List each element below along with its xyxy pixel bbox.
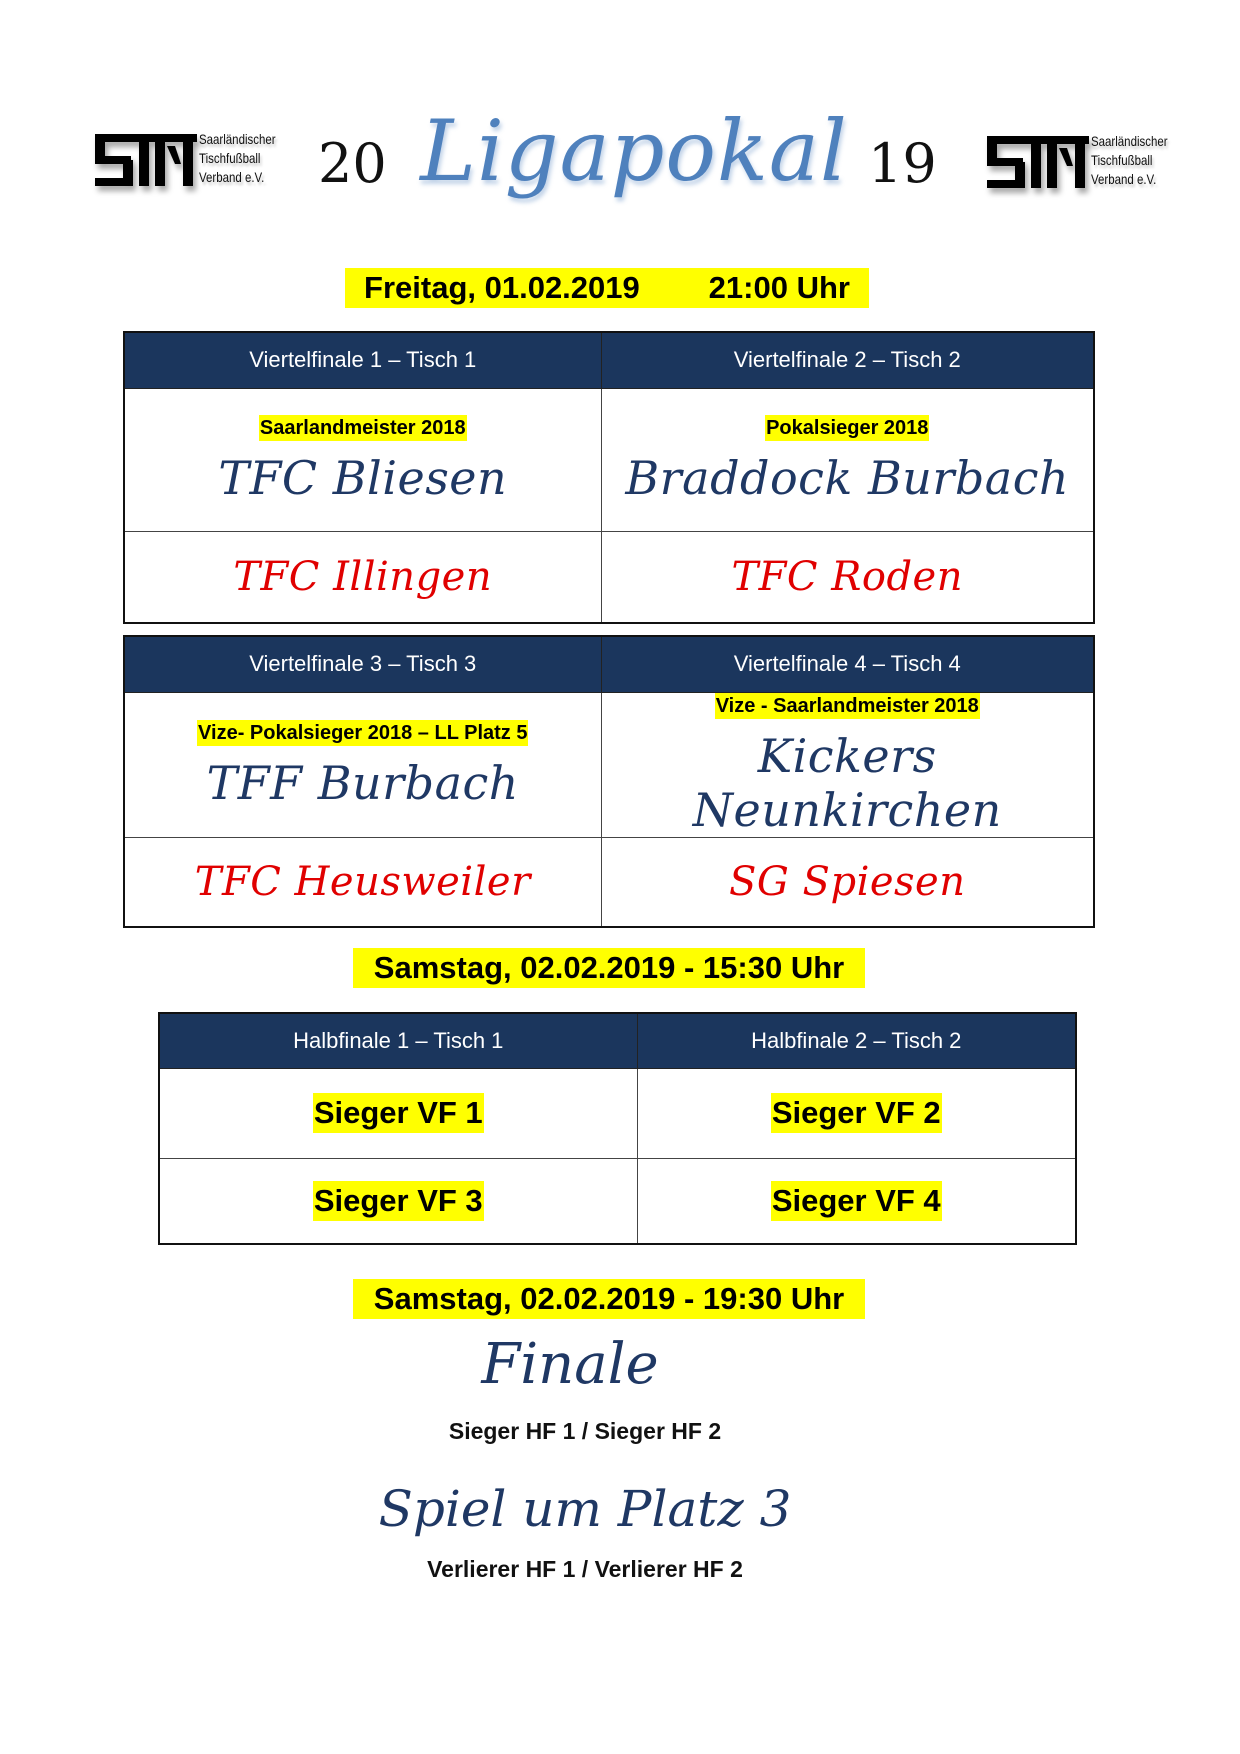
- semifinal-date-banner: Samstag, 02.02.2019 - 15:30 Uhr: [353, 948, 865, 988]
- final-title: Finale: [481, 1332, 659, 1397]
- quarterfinal-date-banner: Freitag, 01.02.2019 21:00 Uhr: [345, 268, 869, 308]
- logo-line-3: Verband e.V.: [199, 169, 265, 185]
- away-team-cell: [124, 531, 601, 623]
- home-team: Kickers Neunkirchen: [692, 728, 1002, 837]
- home-team-cell: [124, 388, 601, 531]
- stv-logo-mark-icon: [95, 134, 197, 190]
- home-team-cell: [601, 388, 1094, 531]
- semifinal-slot: [159, 1068, 637, 1158]
- quarterfinal-table-2: [123, 635, 1095, 928]
- home-team: TFC Bliesen: [218, 450, 508, 505]
- home-team-cell: [601, 692, 1094, 837]
- semifinal-slot: [159, 1158, 637, 1244]
- home-team: Braddock Burbach: [625, 450, 1070, 505]
- qualifier-label: Sieger VF 2: [771, 1093, 942, 1133]
- quarterfinal-table-1: [123, 331, 1095, 624]
- team-subtitle: Vize- Pokalsieger 2018 – LL Platz 5: [198, 721, 528, 744]
- semifinal-slot: [637, 1158, 1076, 1244]
- match-header: Viertelfinale 1 – Tisch 1: [124, 332, 601, 388]
- team-subtitle: Saarlandmeister 2018: [259, 416, 466, 439]
- match-header: Viertelfinale 2 – Tisch 2: [601, 332, 1094, 388]
- semifinal-table: [158, 1012, 1077, 1245]
- logo-line-3: Verband e.V.: [1091, 171, 1157, 187]
- team-subtitle: Vize - Saarlandmeister 2018: [715, 694, 979, 717]
- logo-line-1: Saarländischer: [1091, 133, 1168, 149]
- qualifier-label: Sieger VF 3: [313, 1181, 484, 1221]
- away-team-cell: [124, 837, 601, 927]
- logo-line-1: Saarländischer: [199, 131, 276, 147]
- third-place-pairing: Verlierer HF 1 / Verlierer HF 2: [427, 1556, 743, 1582]
- logo-line-2: Tischfußball: [199, 150, 261, 166]
- away-team: TFC Illingen: [233, 553, 493, 600]
- final-pairing: Sieger HF 1 / Sieger HF 2: [448, 1418, 722, 1444]
- logo-text: [1091, 132, 1168, 189]
- qualifier-label: Sieger VF 1: [313, 1093, 484, 1133]
- logo-line-2: Tischfußball: [1091, 152, 1153, 168]
- title-year-left: 20: [318, 132, 387, 195]
- team-subtitle: Pokalsieger 2018: [766, 416, 929, 439]
- match-header: Halbfinale 2 – Tisch 2: [637, 1013, 1076, 1068]
- page-title: Ligapokal: [420, 102, 848, 200]
- stv-logo-mark-icon: [987, 136, 1089, 192]
- stv-logo-left: [95, 128, 295, 198]
- match-header: Halbfinale 1 – Tisch 1: [159, 1013, 637, 1068]
- home-team-cell: [124, 692, 601, 837]
- away-team-cell: [601, 531, 1094, 623]
- home-team: TFF Burbach: [206, 755, 519, 810]
- logo-text: [199, 130, 276, 187]
- third-place-title: Spiel um Platz 3: [378, 1480, 792, 1538]
- title-year-right: 19: [868, 132, 937, 195]
- match-header: Viertelfinale 4 – Tisch 4: [601, 636, 1094, 692]
- away-team: TFC Heusweiler: [194, 858, 531, 905]
- away-team-cell: [601, 837, 1094, 927]
- away-team: TFC Roden: [731, 553, 963, 600]
- qualifier-label: Sieger VF 4: [771, 1181, 942, 1221]
- final-date-banner: Samstag, 02.02.2019 - 19:30 Uhr: [353, 1279, 865, 1319]
- stv-logo-right: [987, 130, 1187, 200]
- semifinal-slot: [637, 1068, 1076, 1158]
- match-header: Viertelfinale 3 – Tisch 3: [124, 636, 601, 692]
- away-team: SG Spiesen: [728, 858, 966, 905]
